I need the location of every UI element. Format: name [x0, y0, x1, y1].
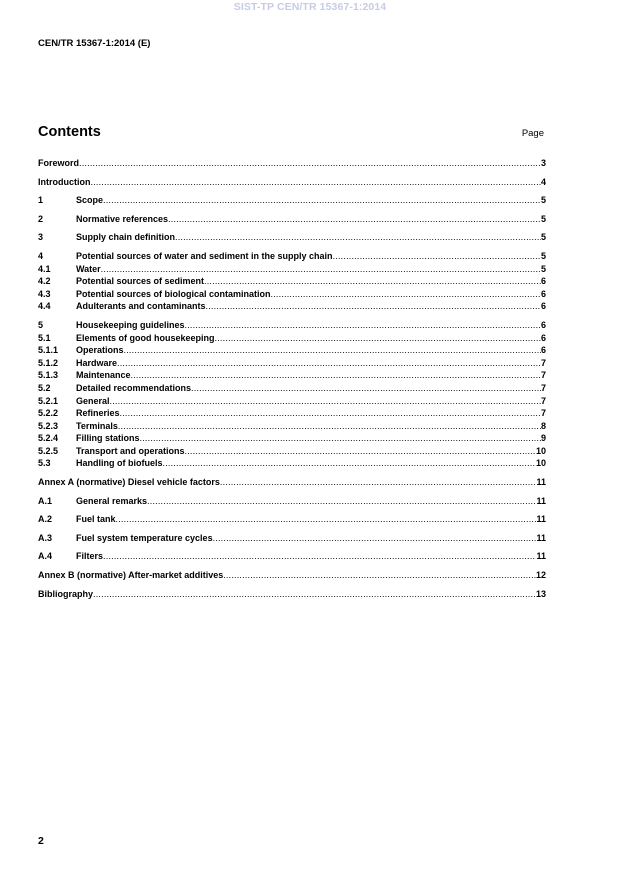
toc-dot-leader	[147, 495, 536, 508]
toc-entry-page: 11	[536, 495, 546, 506]
toc-dot-leader	[103, 194, 541, 207]
toc-entry[interactable]	[38, 288, 546, 301]
toc-dot-leader	[204, 275, 541, 288]
toc-dot-leader	[215, 332, 541, 345]
toc-entry-number: 5	[38, 319, 44, 330]
toc-entry-page: 11	[536, 551, 546, 562]
toc-entry[interactable]	[38, 344, 546, 357]
toc-entry-number: 3	[38, 232, 44, 243]
toc-entry-number: A.3	[38, 532, 53, 543]
toc-dot-leader	[168, 213, 541, 226]
toc-dot-leader	[131, 369, 541, 382]
toc-dot-leader	[116, 513, 537, 526]
toc-entry[interactable]	[38, 588, 546, 601]
toc-entry-title: Maintenance	[76, 370, 131, 381]
toc-entry[interactable]	[38, 157, 546, 170]
toc-entry-title: Elements of good housekeeping	[76, 332, 215, 343]
toc-entry-number: 4.2	[38, 276, 51, 287]
toc-entry-page: 11	[536, 514, 546, 525]
toc-entry[interactable]	[38, 432, 546, 445]
toc-entry-number: A.2	[38, 514, 53, 525]
toc-entry-page: 12	[535, 570, 546, 581]
toc-entry-title: Terminals	[76, 420, 118, 431]
toc-dot-leader	[163, 457, 536, 470]
toc-entry[interactable]	[38, 319, 546, 332]
toc-entry-number: 5.2.3	[38, 420, 59, 431]
toc-entry-title: Potential sources of sediment	[76, 276, 205, 287]
toc-entry-number: 5.1	[38, 332, 51, 343]
toc-entry-title: Operations	[76, 345, 124, 356]
toc-entry-title: Normative references	[76, 213, 169, 224]
toc-entry-title: Fuel tank	[76, 514, 116, 525]
toc-entry-page: 7	[540, 382, 546, 393]
toc-dot-leader	[191, 382, 541, 395]
toc-entry-number: 5.3	[38, 458, 51, 469]
toc-entry-page: 11	[536, 532, 546, 543]
toc-entry[interactable]	[38, 513, 546, 526]
toc-entry-page: 6	[540, 345, 546, 356]
toc-entry-page: 10	[535, 445, 546, 456]
toc-entry-number: 2	[38, 213, 44, 224]
toc-entry-title: Refineries	[76, 408, 120, 419]
toc-entry[interactable]	[38, 332, 546, 345]
toc-entry-number: 4.1	[38, 263, 51, 274]
toc-entry[interactable]	[38, 369, 546, 382]
toc-entry[interactable]	[38, 407, 546, 420]
toc-entry-number: 5.1.2	[38, 357, 59, 368]
toc-dot-leader	[185, 445, 536, 458]
toc-entry-title: Housekeeping guidelines	[76, 319, 185, 330]
toc-entry-title: Detailed recommendations	[76, 382, 192, 393]
toc-entry-page: 7	[540, 395, 546, 406]
toc-entry[interactable]	[38, 550, 546, 563]
toc-dot-leader	[206, 300, 541, 313]
toc-entry-title: Scope	[76, 195, 104, 206]
toc-entry-title: Potential sources of biological contamination	[76, 288, 271, 299]
toc-entry[interactable]	[38, 176, 546, 189]
toc-entry[interactable]	[38, 357, 546, 370]
toc-dot-leader	[110, 395, 541, 408]
document-id: CEN/TR 15367-1:2014 (E)	[38, 38, 151, 49]
toc-entry-number: 4.3	[38, 288, 51, 299]
toc-entry-page: 8	[540, 420, 546, 431]
toc-entry-page: 5	[540, 232, 546, 243]
toc-dot-leader	[117, 357, 541, 370]
toc-entry-title: Filling stations	[76, 433, 140, 444]
toc-dot-leader	[91, 176, 541, 189]
toc-dot-leader	[223, 569, 536, 582]
toc-entry[interactable]	[38, 382, 546, 395]
toc-entry-title: Supply chain definition	[76, 232, 175, 243]
toc-entry-page: 5	[540, 195, 546, 206]
toc-entry[interactable]	[38, 300, 546, 313]
toc-entry-page: 7	[540, 408, 546, 419]
toc-dot-leader	[79, 157, 541, 170]
toc-entry-title: Transport and operations	[76, 445, 185, 456]
toc-entry-page: 10	[535, 458, 546, 469]
toc-entry[interactable]	[38, 263, 546, 276]
toc-entry[interactable]	[38, 395, 546, 408]
toc-entry-page: 13	[535, 588, 546, 599]
toc-entry[interactable]	[38, 231, 546, 244]
toc-entry-title: Bibliography	[38, 588, 94, 599]
toc-entry-page: 6	[540, 276, 546, 287]
toc-entry[interactable]	[38, 250, 546, 263]
toc-entry-page: 4	[540, 176, 546, 187]
toc-dot-leader	[101, 263, 541, 276]
toc-entry-page: 6	[540, 288, 546, 299]
watermark: SIST-TP CEN/TR 15367-1:2014	[233, 1, 387, 13]
toc-dot-leader	[271, 288, 541, 301]
page-column-label: Page	[521, 128, 544, 139]
toc-entry-page: 5	[540, 263, 546, 274]
toc-entry-title: Filters	[76, 551, 104, 562]
toc-dot-leader	[140, 432, 541, 445]
toc-entry-title: General	[76, 395, 110, 406]
toc-entry-title: Foreword	[38, 158, 80, 168]
toc-dot-leader	[175, 231, 541, 244]
toc-entry-page: 5	[540, 250, 546, 261]
toc-entry-page: 11	[536, 477, 546, 488]
toc-dot-leader	[333, 250, 541, 263]
toc-dot-leader	[220, 476, 537, 489]
toc-entry-number: 5.2.2	[38, 408, 59, 419]
toc-entry-page: 5	[540, 213, 546, 224]
toc-entry[interactable]	[38, 569, 546, 582]
toc-entry-title: Hardware	[76, 357, 118, 368]
toc-entry-number: 5.2.4	[38, 433, 59, 444]
toc-entry-page: 9	[540, 433, 546, 444]
toc-entry-title: General remarks	[76, 495, 148, 506]
toc-entry-title: Potential sources of water and sediment in the supply chain	[76, 250, 333, 261]
toc-dot-leader	[124, 344, 541, 357]
toc-entry-page: 7	[540, 357, 546, 368]
toc-entry[interactable]	[38, 194, 546, 207]
toc-entry-number: 5.2.1	[38, 395, 59, 406]
toc-entry[interactable]	[38, 445, 546, 458]
toc-entry[interactable]	[38, 275, 546, 288]
toc-dot-leader	[213, 532, 537, 545]
table-of-contents	[38, 157, 546, 600]
toc-entry-number: A.4	[38, 551, 53, 562]
toc-entry-title: Annex B (normative) After-market additives	[38, 570, 224, 581]
toc-entry-title: Introduction	[38, 176, 91, 187]
toc-entry-number: 5.1.3	[38, 370, 59, 381]
toc-dot-leader	[103, 550, 536, 563]
toc-entry-number: 4	[38, 250, 44, 261]
toc-entry-page: 6	[540, 301, 546, 312]
toc-entry-number: 5.2	[38, 382, 51, 393]
toc-dot-leader	[120, 407, 541, 420]
toc-dot-leader	[118, 420, 541, 433]
toc-dot-leader	[185, 319, 541, 332]
toc-entry-page: 7	[540, 370, 546, 381]
toc-entry-page: 3	[540, 158, 546, 168]
toc-entry-page: 6	[540, 319, 546, 330]
toc-entry[interactable]	[38, 457, 546, 470]
toc-entry-title: Water	[76, 263, 101, 274]
toc-entry-page: 6	[540, 332, 546, 343]
toc-entry[interactable]	[38, 420, 546, 433]
toc-entry[interactable]	[38, 532, 546, 545]
toc-dot-leader	[93, 588, 536, 601]
toc-entry-number: 5.1.1	[38, 345, 59, 356]
toc-entry[interactable]	[38, 495, 546, 508]
toc-entry-number: A.1	[38, 495, 53, 506]
toc-entry-title: Annex A (normative) Diesel vehicle factors	[38, 477, 220, 488]
toc-entry[interactable]	[38, 476, 546, 489]
toc-entry-number: 1	[38, 195, 44, 206]
toc-entry[interactable]	[38, 213, 546, 226]
toc-entry-number: 4.4	[38, 301, 51, 312]
toc-entry-number: 5.2.5	[38, 445, 59, 456]
toc-entry-title: Handling of biofuels	[76, 458, 163, 469]
contents-heading: Contents	[38, 124, 101, 140]
toc-entry-title: Fuel system temperature cycles	[76, 532, 213, 543]
toc-entry-title: Adulterants and contaminants	[76, 301, 206, 312]
page-number: 2	[38, 835, 44, 847]
